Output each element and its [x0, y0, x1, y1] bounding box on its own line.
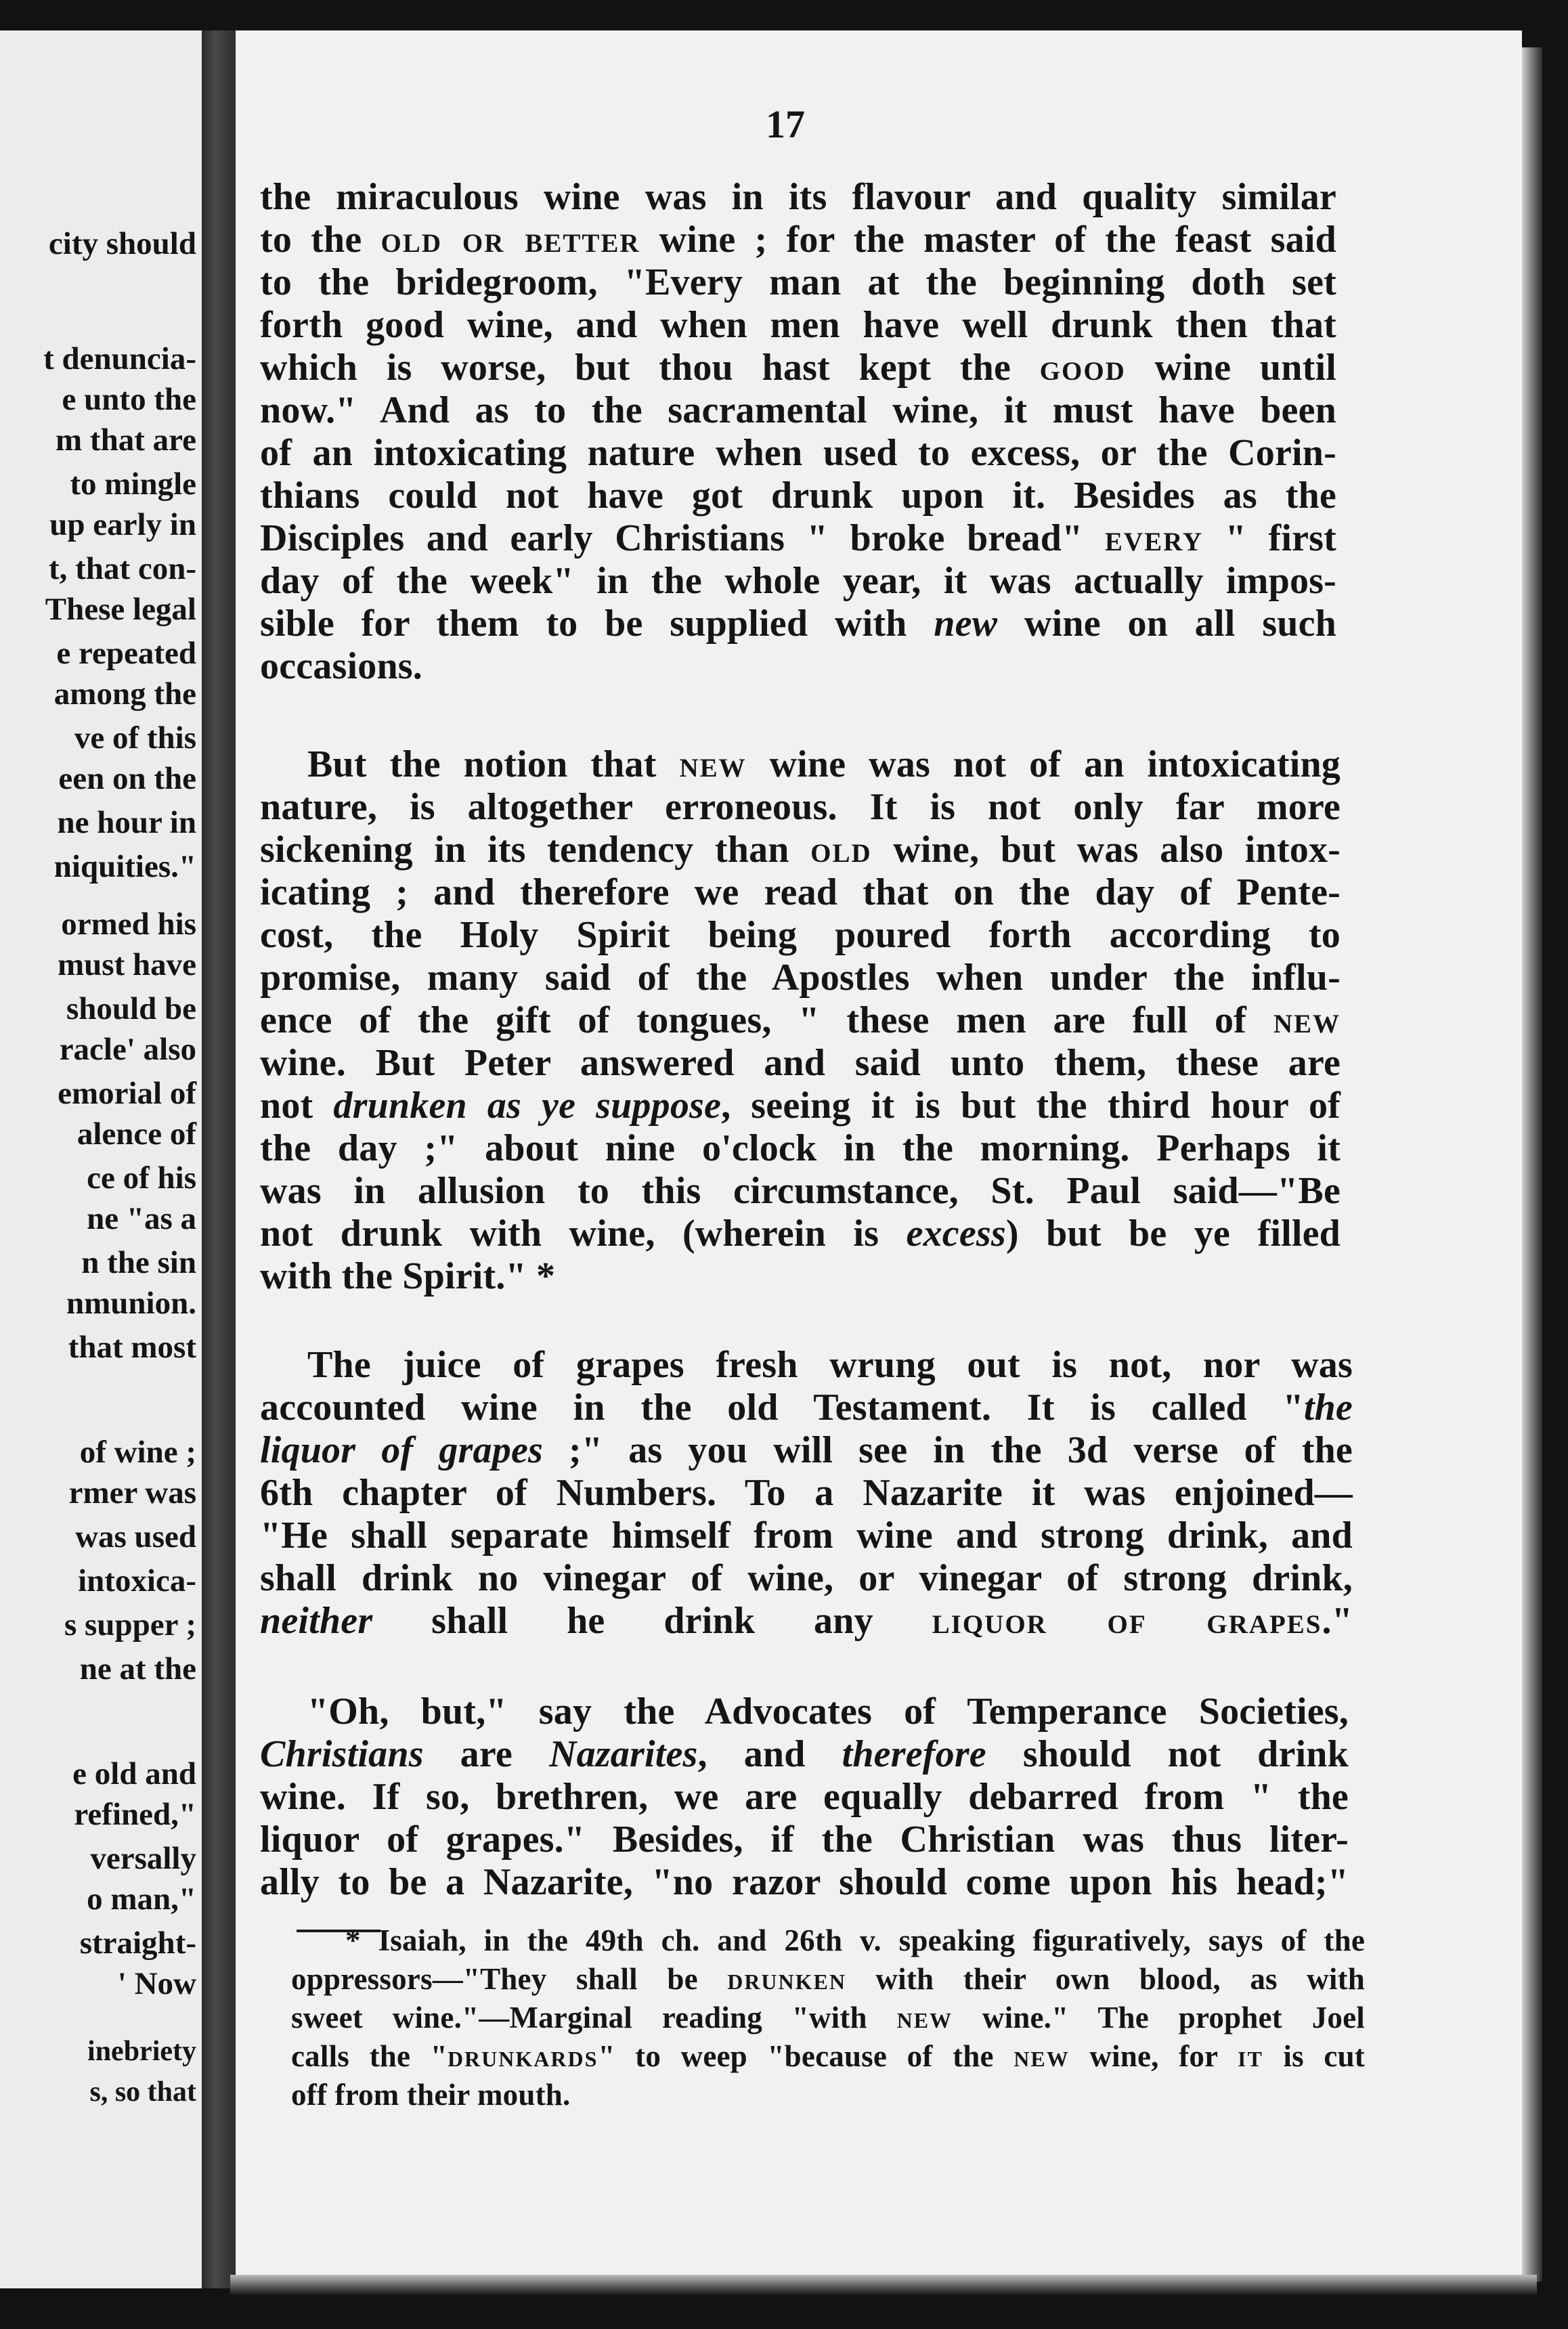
text-run: with their own blood, as with — [846, 1962, 1365, 1996]
left-page-line: among the — [53, 676, 196, 712]
text-run: The juice of grapes fresh wrung out is not, nor was — [307, 1344, 1353, 1386]
text-line — [260, 1344, 1353, 1387]
left-page-line: alence of — [77, 1116, 196, 1152]
left-page-line: emorial of — [58, 1076, 196, 1111]
left-page-line: e repeated — [56, 636, 196, 671]
text-line: wine. If so, brethren, we are equally debarred from " the — [260, 1776, 1349, 1818]
text-line — [260, 603, 1336, 645]
italic-emphasis: the — [1303, 1387, 1353, 1429]
text-run: accounted wine in the old Testament. It is called " — [260, 1387, 1304, 1429]
text-run: wine, but was also intox- — [871, 829, 1341, 871]
italic-emphasis: new — [934, 603, 998, 645]
page-number: 17 — [766, 102, 805, 146]
text-run: is cut — [1263, 2039, 1365, 2073]
text-line: wine. But Peter answered and said unto them, these are — [260, 1042, 1341, 1084]
paragraph-juice-of-grapes — [260, 1344, 1353, 1642]
left-page-line: rmer was — [68, 1475, 196, 1510]
left-page-line: ne at the — [79, 1651, 196, 1686]
text-run: wine was not of an intoxicating — [746, 743, 1341, 785]
text-line: cost, the Holy Spirit being poured forth according to — [260, 914, 1341, 956]
text-line — [260, 517, 1336, 560]
text-line — [260, 829, 1341, 871]
text-line: forth good wine, and when men have well drunk then that — [260, 304, 1336, 346]
left-page-line: that most — [68, 1330, 196, 1365]
small-caps-emphasis: old or better — [380, 219, 640, 261]
text-line: of an intoxicating nature when used to excess, or the Corin- — [260, 432, 1336, 474]
text-line: now." And as to the sacramental wine, it must have been — [260, 389, 1336, 431]
book-gutter — [202, 30, 236, 2288]
italic-emphasis: drunken as ye suppose — [333, 1085, 722, 1127]
italic-emphasis: liquor of grapes — [260, 1429, 544, 1471]
left-page-line: t denuncia- — [43, 341, 196, 376]
text-line — [260, 1387, 1353, 1429]
text-run: ence of the gift of tongues, " these men are full of — [260, 999, 1273, 1041]
text-line — [260, 219, 1336, 261]
left-page-line: een on the — [58, 761, 196, 796]
text-line: thians could not have got drunk upon it. Besides as the — [260, 475, 1336, 517]
text-run: ." — [1322, 1600, 1353, 1642]
text-line: the miraculous wine was in its flavour and quality similar — [260, 176, 1336, 218]
page-bottom-edge — [230, 2275, 1537, 2295]
text-run: should not drink — [986, 1733, 1349, 1775]
italic-emphasis: therefore — [842, 1733, 986, 1775]
text-run: , seeing it is but the third hour of — [721, 1085, 1341, 1127]
left-page-line: should be — [66, 991, 196, 1026]
text-line: off from their mouth. — [291, 2078, 571, 2112]
left-page-line: ce of his — [87, 1160, 196, 1196]
page-edge — [1522, 47, 1542, 2282]
text-line: 6th chapter of Numbers. To a Nazarite it was enjoined— — [260, 1472, 1353, 1514]
text-run: Disciples and early Christians " broke bread" — [260, 517, 1105, 559]
text-line: the day ;" about nine o'clock in the morning. Perhaps it — [260, 1127, 1341, 1169]
text-line: "He shall separate himself from wine and strong drink, and — [260, 1515, 1353, 1557]
text-line — [291, 1960, 1365, 1999]
text-run: sweet wine."—Marginal reading "with — [291, 2001, 897, 2034]
text-run: not — [260, 1085, 334, 1127]
text-run: ;" as you will see in the 3d verse of the — [543, 1429, 1353, 1471]
left-page-line: straight- — [79, 1925, 196, 1961]
small-caps-emphasis: liquor of grapes — [932, 1600, 1322, 1642]
text-line: with the Spirit." * — [260, 1255, 556, 1297]
left-page-line: ne "as a — [87, 1201, 196, 1236]
small-caps-emphasis: every — [1104, 517, 1204, 559]
left-page-line: city should — [48, 226, 196, 261]
text-line: occasions. — [260, 645, 422, 687]
paragraph-nazarites — [260, 1691, 1349, 1904]
text-line: ally to be a Nazarite, "no razor should come upon his head;" — [260, 1861, 1349, 1903]
left-page-line: niquities." — [53, 849, 196, 884]
left-page-line: versally — [90, 1841, 196, 1876]
text-line — [291, 1999, 1365, 2037]
italic-emphasis: Nazarites — [548, 1733, 698, 1775]
text-run: wine ; for the master of the feast said — [640, 219, 1336, 261]
text-run: wine on all such — [997, 603, 1336, 645]
text-line — [260, 1429, 1353, 1472]
small-caps-emphasis: old — [810, 829, 872, 871]
text-run: , and — [697, 1733, 842, 1775]
text-line — [291, 2037, 1365, 2076]
small-caps-emphasis: new — [896, 2001, 953, 2034]
left-page-line: e unto the — [62, 382, 196, 417]
left-page-line: ormed his — [61, 907, 196, 942]
left-page-fragment — [0, 30, 202, 2288]
footnote — [291, 1921, 1365, 2114]
left-page-line: s, so that — [89, 2076, 196, 2108]
text-line — [260, 1213, 1341, 1255]
text-run: " to weep "because of the — [598, 2039, 1014, 2073]
left-page-line: ' Now — [117, 1966, 196, 2001]
text-line: icating ; and therefore we read that on the day of Pente- — [260, 871, 1341, 913]
text-line: liquor of grapes." Besides, if the Christian was thus liter- — [260, 1819, 1349, 1860]
text-line: to the bridegroom, "Every man at the beginning doth set — [260, 261, 1336, 303]
text-run: wine until — [1125, 347, 1336, 389]
text-line — [260, 1085, 1341, 1127]
text-run: shall he drink any — [372, 1600, 932, 1642]
text-line: shall drink no vinegar of wine, or vinegar of strong drink, — [260, 1557, 1353, 1599]
small-caps-emphasis: drunkards — [447, 2039, 598, 2073]
text-line: * Isaiah, in the 49th ch. and 26th v. speaking figuratively, says of the — [345, 1923, 1365, 1957]
small-caps-emphasis: new — [1014, 2039, 1070, 2073]
left-page-line: refined," — [74, 1797, 196, 1832]
left-page-line: intoxica- — [78, 1563, 196, 1598]
text-run: ) but be ye filled — [1005, 1213, 1341, 1255]
text-run: But the notion that — [307, 743, 680, 785]
text-run: " first — [1203, 517, 1336, 559]
left-page-line: m that are — [56, 422, 196, 458]
text-run: wine, for — [1069, 2039, 1238, 2073]
text-run: wine." The prophet Joel — [953, 2001, 1365, 2034]
left-page-line: to mingle — [70, 466, 196, 502]
text-run: not drunk with wine, (wherein is — [260, 1213, 907, 1255]
left-page-line: up early in — [49, 507, 196, 542]
text-run: are — [423, 1733, 549, 1775]
paragraph-new-wine — [260, 743, 1341, 1298]
text-line: nature, is altogether erroneous. It is not only far more — [260, 786, 1341, 828]
paragraph-miraculous-wine — [260, 176, 1336, 688]
text-line: day of the week" in the whole year, it was actually impos- — [260, 560, 1336, 602]
text-line — [260, 743, 1341, 786]
left-page-line: ve of this — [74, 720, 196, 756]
text-run: sickening in its tendency than — [260, 829, 811, 871]
left-page-line: n the sin — [81, 1245, 196, 1280]
left-page-line: o man," — [87, 1881, 196, 1917]
italic-emphasis: neither — [260, 1600, 373, 1642]
small-caps-emphasis: it — [1238, 2039, 1263, 2073]
text-run: calls the " — [291, 2039, 448, 2073]
left-page-line: e old and — [72, 1756, 196, 1791]
left-page-line: t, that con- — [49, 551, 196, 586]
text-line — [260, 347, 1336, 389]
left-page-line: of wine ; — [79, 1435, 196, 1470]
left-page-line: These legal — [45, 592, 196, 627]
text-run: oppressors—"They shall be — [291, 1962, 728, 1996]
small-caps-emphasis: drunken — [727, 1962, 846, 1996]
left-page-line: s supper ; — [64, 1607, 196, 1642]
italic-emphasis: Christians — [260, 1733, 424, 1775]
italic-emphasis: excess — [906, 1213, 1006, 1255]
text-run: which is worse, but thou hast kept the — [260, 347, 1040, 389]
left-page-line: must have — [58, 947, 196, 982]
text-run: to the — [260, 219, 381, 261]
small-caps-emphasis: good — [1039, 347, 1126, 389]
left-page-line: nmunion. — [66, 1286, 196, 1321]
text-line — [260, 1733, 1349, 1776]
text-run: sible for them to be supplied with — [260, 603, 934, 645]
small-caps-emphasis: new — [1273, 999, 1341, 1041]
text-line: "Oh, but," say the Advocates of Temperance Societies, — [307, 1691, 1349, 1733]
text-line: promise, many said of the Apostles when under the influ- — [260, 957, 1341, 999]
text-line — [260, 999, 1341, 1042]
left-page-line: was used — [75, 1519, 196, 1554]
left-page-line: racle' also — [59, 1032, 196, 1067]
text-line — [260, 1600, 1353, 1642]
small-caps-emphasis: new — [679, 743, 747, 785]
left-page-line: ne hour in — [57, 805, 196, 840]
left-page-line: inebriety — [87, 2036, 196, 2067]
text-line: was in allusion to this circumstance, St. Paul said—"Be — [260, 1170, 1341, 1212]
